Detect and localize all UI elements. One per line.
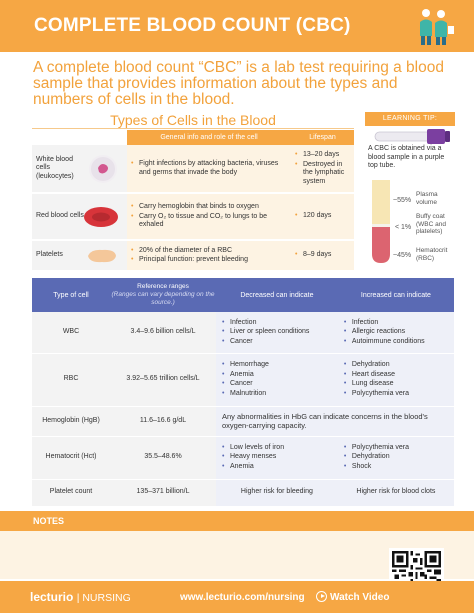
table-row	[32, 436, 454, 479]
hematocrit-percent: ~45%	[393, 252, 412, 259]
list-item: • Infection	[222, 319, 332, 328]
table-header: Type of cell	[32, 278, 110, 312]
list-item: • Polycythemia vera	[344, 444, 448, 453]
list-item: • 120 days	[295, 212, 350, 221]
header-bar	[0, 0, 474, 52]
nurses-icon	[412, 6, 456, 46]
table-header-blank	[32, 130, 127, 145]
ref-header-note: (Ranges can vary depending on the source.)	[111, 291, 215, 306]
list-item: • Anemia	[222, 463, 332, 472]
cell-range: 3.4–9.6 billion cells/L	[110, 312, 216, 353]
table-header: General info and role of the cell	[127, 130, 291, 145]
website-link[interactable]: www.lecturio.com/nursing	[180, 592, 305, 603]
table-header: Lifespan	[291, 130, 354, 145]
cell-increased	[338, 312, 454, 353]
cell-type: WBC	[32, 312, 110, 353]
cell-name	[32, 193, 127, 240]
section-divider	[32, 128, 354, 129]
table-header-row	[32, 130, 354, 145]
cell-decreased	[216, 436, 338, 479]
cell-decreased: Higher risk for bleeding	[216, 479, 338, 506]
cell-name-label: Platelets	[36, 251, 63, 259]
brand-suffix: | NURSING	[76, 592, 131, 604]
cell-name-label: White blood cells (leukocytes)	[36, 155, 74, 180]
table-row	[32, 353, 454, 406]
table-row	[32, 406, 454, 436]
cell-range: 11.6–16.6 g/dL	[110, 406, 216, 436]
list-item: • Allergic reactions	[344, 328, 448, 337]
cell-type: RBC	[32, 353, 110, 406]
platelet-icon	[85, 247, 119, 265]
cell-types-table	[32, 130, 354, 270]
cells-section-title: Types of Cells in the Blood	[110, 112, 276, 128]
table-header-row	[32, 278, 454, 312]
notes-bar	[0, 511, 474, 531]
wbc-icon	[87, 153, 119, 185]
cell-lifespan	[291, 193, 354, 240]
list-item: • Autoimmune conditions	[344, 338, 448, 347]
cell-range: 35.5–48.6%	[110, 436, 216, 479]
cell-info	[127, 240, 291, 270]
table-row	[32, 312, 454, 353]
cell-name-label: Red blood cells	[36, 212, 84, 220]
cell-info	[127, 145, 291, 193]
list-item: • Carry hemoglobin that binds to oxygen	[131, 203, 287, 212]
table-row	[32, 240, 354, 270]
list-item: • Carry O₂ to tissue and CO₂ to lungs to be exhaled	[131, 213, 287, 230]
learning-tip-heading: LEARNING TIP:	[365, 112, 455, 126]
list-item: • Dehydration	[344, 453, 448, 462]
table-header: Decreased can indicate	[216, 278, 338, 312]
list-item: • Shock	[344, 463, 448, 472]
cell-type: Platelet count	[32, 479, 110, 506]
buffy-label: Buffy coat (WBC and platelets)	[416, 213, 446, 235]
plasma-percent: ~55%	[393, 197, 412, 204]
brand-logo[interactable]	[30, 590, 131, 604]
cell-lifespan	[291, 240, 354, 270]
rbc-icon	[83, 206, 119, 228]
play-icon	[316, 591, 327, 602]
cell-type: Hemoglobin (HgB)	[32, 406, 110, 436]
list-item: • Anemia	[222, 371, 332, 380]
list-item: • Malnutrition	[222, 390, 332, 399]
list-item: • 20% of the diameter of a RBC	[131, 247, 287, 256]
table-row	[32, 479, 454, 506]
intro-text: A complete blood count “CBC” is a lab test requiring a blood sample that provides information about the types and numbers of cells in the blood.	[33, 59, 444, 108]
list-item: • Cancer	[222, 380, 332, 389]
cell-range: 135–371 billion/L	[110, 479, 216, 506]
watch-video-label: Watch Video	[330, 592, 390, 603]
cell-type: Hematocrit (Hct)	[32, 436, 110, 479]
table-row	[32, 145, 354, 193]
list-item: • Liver or spleen conditions	[222, 328, 332, 337]
table-header	[110, 278, 216, 312]
cell-decreased	[216, 353, 338, 406]
cell-merged-note: Any abnormalities in HbG can indicate concerns in the blood's oxygen-carrying capacity.	[216, 406, 454, 436]
cell-increased	[338, 353, 454, 406]
footer-bar	[0, 581, 474, 613]
list-item: • Fight infections by attacking bacteria, viruses and germs that invade the body	[131, 160, 287, 177]
learning-tip-box	[365, 112, 455, 267]
learning-tip-text: A CBC is obtained via a blood sample in a purple top tube.	[368, 145, 445, 169]
list-item: • Low levels of iron	[222, 444, 332, 453]
table-row	[32, 193, 354, 240]
list-item: • Principal function: prevent bleeding	[131, 256, 287, 265]
brand-name: lecturio	[30, 590, 74, 604]
cell-name	[32, 240, 127, 270]
table-header: Increased can indicate	[338, 278, 454, 312]
plasma-label: Plasma volume	[416, 191, 438, 206]
cell-lifespan	[291, 145, 354, 193]
cell-info	[127, 193, 291, 240]
list-item: • Dehydration	[344, 361, 448, 370]
list-item: • Hemorrhage	[222, 361, 332, 370]
list-item: • 8–9 days	[295, 251, 350, 260]
cell-name	[32, 145, 127, 193]
ref-header-label: Reference ranges	[137, 283, 189, 290]
list-item: • Cancer	[222, 338, 332, 347]
list-item: • Destroyed in the lymphatic system	[295, 161, 350, 187]
purple-top-tube-icon	[365, 126, 455, 146]
watch-video-button[interactable]	[316, 591, 389, 603]
list-item: • Heavy menses	[222, 453, 332, 462]
list-item: • Infection	[344, 319, 448, 328]
list-item: • 13–20 days	[295, 151, 350, 160]
list-item: • Lung disease	[344, 380, 448, 389]
cell-increased	[338, 436, 454, 479]
notes-label: NOTES	[33, 516, 65, 526]
cell-range: 3.92–5.65 trillion cells/L	[110, 353, 216, 406]
reference-ranges-table	[32, 278, 454, 507]
list-item: • Polycythemia vera	[344, 390, 448, 399]
cell-increased: Higher risk for blood clots	[338, 479, 454, 506]
page-title: COMPLETE BLOOD COUNT (CBC)	[34, 15, 351, 36]
list-item: • Heart disease	[344, 371, 448, 380]
buffy-percent: < 1%	[395, 224, 412, 231]
cell-decreased	[216, 312, 338, 353]
hematocrit-label: Hematocrit (RBC)	[416, 247, 448, 262]
blood-sample-tube-icon	[370, 180, 392, 264]
